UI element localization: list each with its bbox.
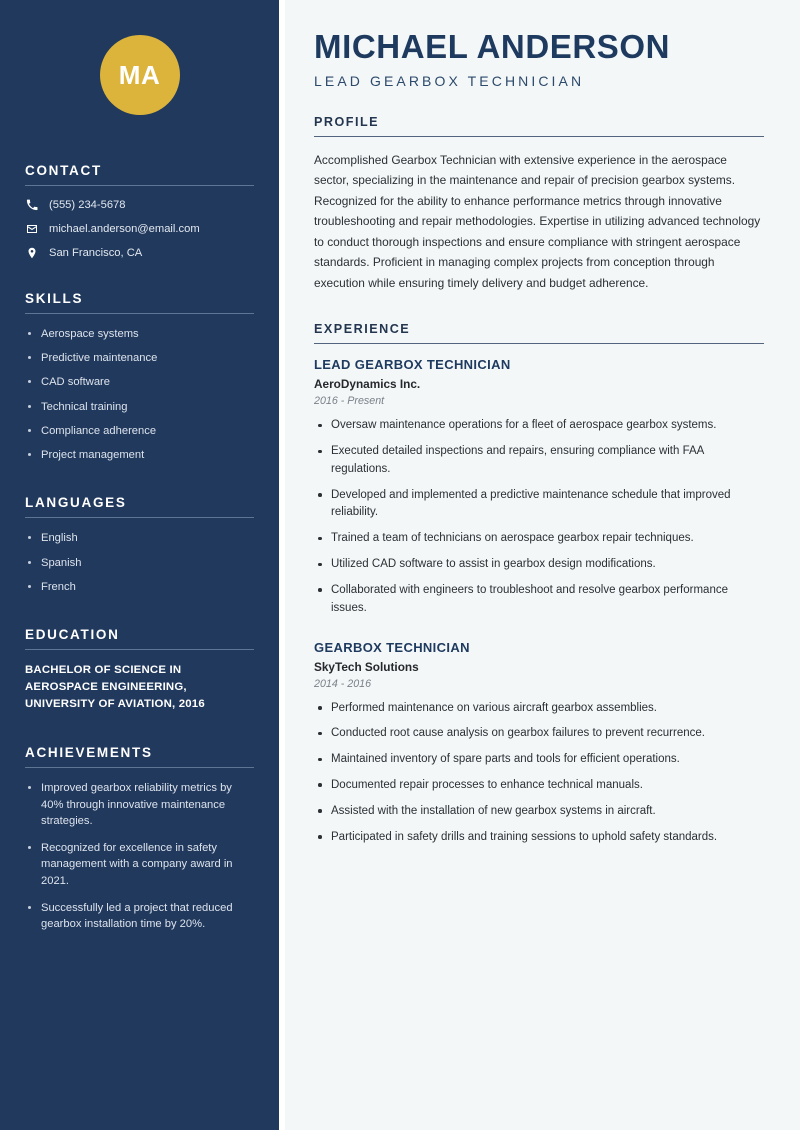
- job-dates: 2016 - Present: [314, 395, 385, 408]
- avatar: MA: [100, 35, 180, 115]
- job-role-subtitle: LEAD GEARBOX TECHNICIAN: [314, 72, 585, 89]
- avatar-container: [25, 0, 254, 115]
- profile-divider: [314, 136, 764, 137]
- education-divider: [25, 649, 254, 650]
- contact-phone-value: (555) 234-5678: [49, 198, 126, 211]
- job-company: SkyTech Solutions: [314, 659, 419, 674]
- contact-email-value: michael.anderson@email.com: [49, 222, 200, 235]
- list-item: Technical training: [25, 399, 254, 415]
- list-item: Participated in safety drills and training sessions to uphold safety standards.: [314, 829, 764, 847]
- job-title: LEAD GEARBOX TECHNICIAN: [314, 357, 511, 373]
- skills-heading: SKILLS: [25, 291, 84, 306]
- list-item: Maintained inventory of spare parts and tools for efficient operations.: [314, 751, 764, 769]
- contact-heading: CONTACT: [25, 163, 102, 178]
- languages-list: [25, 530, 254, 595]
- experience-divider: [314, 343, 764, 344]
- list-item: Performed maintenance on various aircraft gearbox assemblies.: [314, 700, 764, 718]
- experience-entry: [314, 357, 764, 617]
- list-item: Project management: [25, 447, 254, 463]
- job-company: AeroDynamics Inc.: [314, 377, 421, 392]
- main-content: [285, 0, 800, 1130]
- list-item: Predictive maintenance: [25, 350, 254, 366]
- job-dates: 2014 - 2016: [314, 677, 372, 690]
- list-item: Oversaw maintenance operations for a fleet of aerospace gearbox systems.: [314, 417, 764, 435]
- list-item: Compliance adherence: [25, 423, 254, 439]
- profile-heading: PROFILE: [314, 114, 380, 129]
- skills-list: [25, 326, 254, 463]
- contact-location-value: San Francisco, CA: [49, 246, 143, 259]
- education-heading: EDUCATION: [25, 627, 120, 643]
- map-pin-icon: [25, 246, 38, 259]
- list-item: Successfully led a project that reduced gearbox installation time by 20%.: [25, 900, 254, 932]
- list-item: Collaborated with engineers to troubleshoot and resolve gearbox performance issues.: [314, 582, 764, 618]
- achievements-list: [25, 780, 254, 932]
- job-bullet-list: [314, 417, 764, 617]
- languages-divider: [25, 517, 254, 518]
- list-item: Assisted with the installation of new gearbox systems in aircraft.: [314, 803, 764, 821]
- section-profile: [314, 115, 764, 293]
- contact-divider: [25, 185, 254, 186]
- list-item: Utilized CAD software to assist in gearbox design modifications.: [314, 556, 764, 574]
- list-item: English: [25, 530, 254, 546]
- contact-row-location[interactable]: [25, 246, 254, 259]
- sidebar: [0, 0, 279, 1130]
- list-item: Trained a team of technicians on aerospace gearbox repair techniques.: [314, 530, 764, 548]
- job-bullet-list: [314, 700, 764, 847]
- achievements-heading: ACHIEVEMENTS: [25, 745, 153, 761]
- sidebar-section-education: [25, 627, 254, 713]
- experience-heading: EXPERIENCE: [314, 322, 411, 337]
- list-item: Conducted root cause analysis on gearbox failures to prevent recurrence.: [314, 725, 764, 743]
- envelope-icon: [25, 222, 38, 235]
- job-title: GEARBOX TECHNICIAN: [314, 639, 470, 655]
- list-item: Recognized for excellence in safety management with a company award in 2021.: [25, 840, 254, 889]
- sidebar-section-contact: [25, 163, 254, 259]
- profile-text: Accomplished Gearbox Technician with extensive experience in the aerospace sector, specializing in the maintenance and repair of precision gearbox systems. Recognized for the ability to enhance performance metrics through innovative troubleshooting and repair methodologies. Expertise in utilizing advanced technology to conduct thorough inspections and ensure compliance with stringent aerospace standards. Proficient in managing complex projects from conception through execution while ensuring timely delivery and budget adherence.: [314, 152, 761, 290]
- experience-entry: [314, 640, 764, 847]
- phone-icon: [25, 198, 38, 211]
- sidebar-section-achievements: [25, 745, 254, 932]
- list-item: French: [25, 579, 254, 595]
- education-entry: BACHELOR OF SCIENCE IN AEROSPACE ENGINEERING, UNIVERSITY OF AVIATION, 2016: [25, 664, 205, 711]
- contact-row-phone[interactable]: [25, 198, 254, 211]
- section-experience: [314, 322, 764, 846]
- skills-divider: [25, 313, 254, 314]
- achievements-divider: [25, 767, 254, 768]
- sidebar-section-languages: [25, 495, 254, 595]
- list-item: CAD software: [25, 374, 254, 390]
- sidebar-section-skills: [25, 291, 254, 463]
- list-item: Documented repair processes to enhance technical manuals.: [314, 777, 764, 795]
- contact-row-email[interactable]: [25, 222, 254, 235]
- list-item: Aerospace systems: [25, 326, 254, 342]
- page-title: MICHAEL ANDERSON: [314, 28, 671, 65]
- list-item: Executed detailed inspections and repairs, ensuring compliance with FAA regulations.: [314, 443, 764, 479]
- list-item: Spanish: [25, 555, 254, 571]
- languages-heading: LANGUAGES: [25, 495, 127, 511]
- list-item: Developed and implemented a predictive maintenance schedule that improved reliability.: [314, 487, 764, 523]
- list-item: Improved gearbox reliability metrics by 40% through innovative maintenance strategies.: [25, 780, 254, 829]
